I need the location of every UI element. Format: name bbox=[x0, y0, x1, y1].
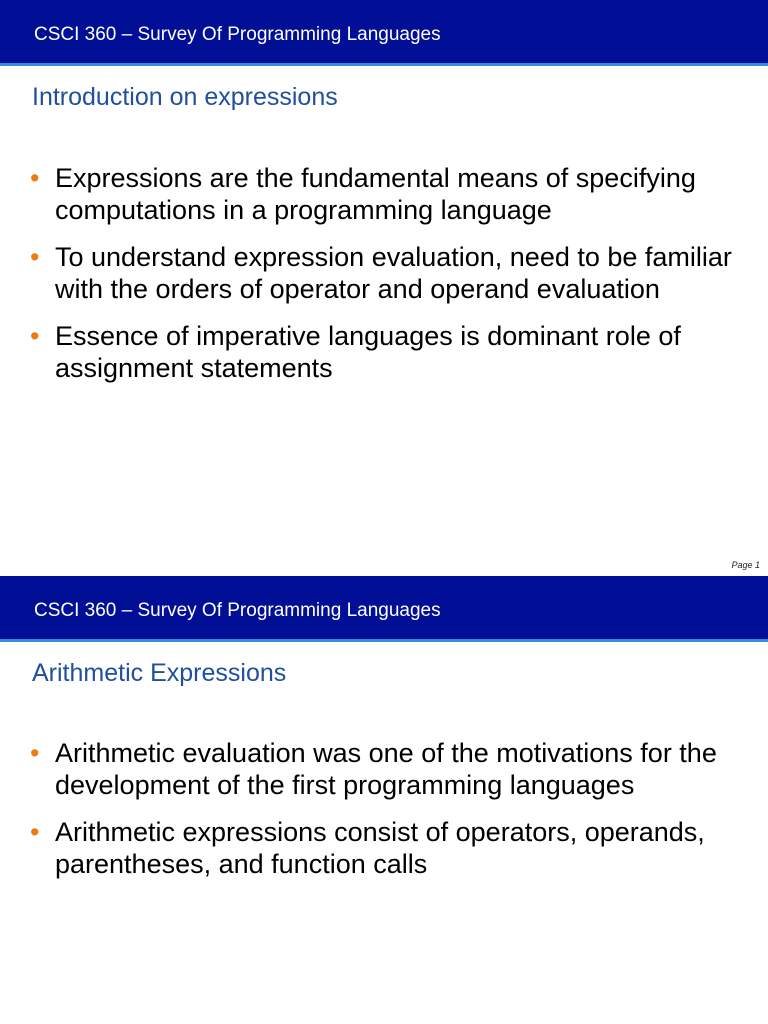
bullet-text: Essence of imperative languages is dominant role of assignment statements bbox=[55, 321, 681, 383]
slide-title: Arithmetic Expressions bbox=[32, 659, 287, 687]
slide-header-bar bbox=[0, 0, 768, 63]
bullet-dot-icon: • bbox=[30, 163, 40, 193]
bullet-dot-icon: • bbox=[30, 321, 40, 351]
bullet-list bbox=[30, 737, 740, 895]
bullet-item bbox=[30, 816, 740, 880]
header-divider bbox=[0, 639, 768, 642]
page-number: Page 1 bbox=[731, 560, 760, 570]
bullet-list bbox=[30, 162, 740, 399]
course-title: CSCI 360 – Survey Of Programming Languages bbox=[34, 600, 441, 621]
bullet-dot-icon: • bbox=[30, 738, 40, 768]
bullet-dot-icon: • bbox=[30, 817, 40, 847]
bullet-text: Arithmetic expressions consist of operators, operands, parentheses, and function calls bbox=[55, 817, 705, 879]
slide-title: Introduction on expressions bbox=[32, 83, 338, 111]
slide-2 bbox=[0, 576, 768, 1024]
header-divider bbox=[0, 63, 768, 66]
bullet-item bbox=[30, 320, 740, 384]
bullet-item bbox=[30, 737, 740, 801]
slide-header-bar bbox=[0, 576, 768, 639]
bullet-item bbox=[30, 162, 740, 226]
course-title: CSCI 360 – Survey Of Programming Languages bbox=[34, 24, 441, 45]
bullet-text: Arithmetic evaluation was one of the motivations for the development of the first programming languages bbox=[55, 738, 717, 800]
bullet-item bbox=[30, 241, 740, 305]
bullet-text: Expressions are the fundamental means of specifying computations in a programming language bbox=[55, 163, 696, 225]
bullet-dot-icon: • bbox=[30, 242, 40, 272]
bullet-text: To understand expression evaluation, need to be familiar with the orders of operator and operand evaluation bbox=[55, 242, 732, 304]
